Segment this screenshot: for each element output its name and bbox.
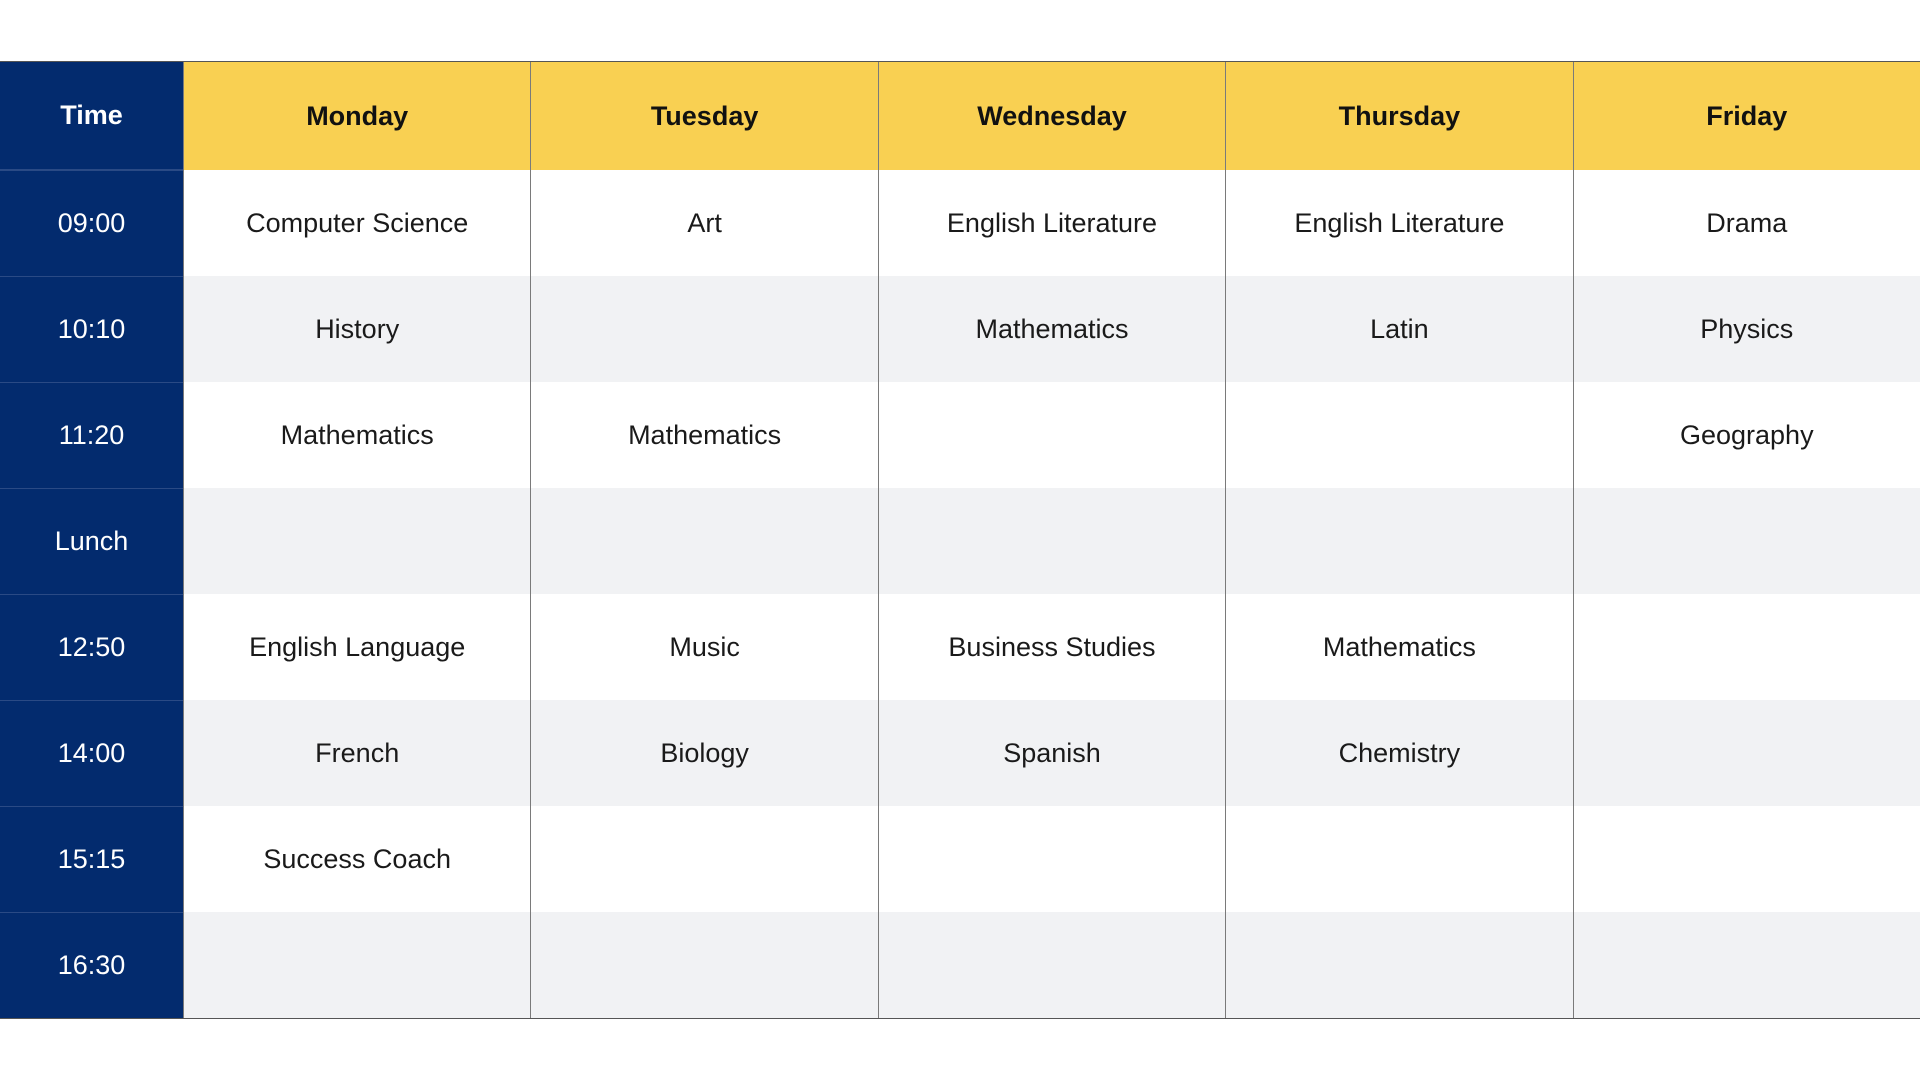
day-header-monday: Monday — [183, 62, 530, 170]
day-header-tuesday: Tuesday — [530, 62, 877, 170]
day-header-wednesday: Wednesday — [878, 62, 1225, 170]
time-slot-label: 09:00 — [0, 170, 183, 276]
time-slot-label: 10:10 — [0, 276, 183, 382]
lesson-cell — [530, 276, 877, 382]
timetable — [0, 61, 1920, 1019]
lesson-cell — [878, 488, 1225, 594]
lesson-cell — [530, 806, 877, 912]
lesson-cell: Mathematics — [183, 382, 530, 488]
day-header-friday: Friday — [1573, 62, 1920, 170]
lesson-cell — [1573, 488, 1920, 594]
lesson-cell: Physics — [1573, 276, 1920, 382]
lesson-cell: Success Coach — [183, 806, 530, 912]
lesson-cell — [1573, 594, 1920, 700]
lesson-cell — [1225, 806, 1572, 912]
lesson-cell — [1225, 912, 1572, 1018]
time-slot-label: 11:20 — [0, 382, 183, 488]
time-slot-label: 14:00 — [0, 700, 183, 806]
lesson-cell — [1225, 488, 1572, 594]
lesson-cell: Art — [530, 170, 877, 276]
lesson-cell: Business Studies — [878, 594, 1225, 700]
time-slot-label: 12:50 — [0, 594, 183, 700]
lesson-cell: English Literature — [878, 170, 1225, 276]
lesson-cell — [878, 382, 1225, 488]
lesson-cell: Drama — [1573, 170, 1920, 276]
lesson-cell: Music — [530, 594, 877, 700]
lesson-cell: Computer Science — [183, 170, 530, 276]
lesson-cell: Mathematics — [530, 382, 877, 488]
lesson-cell: Mathematics — [1225, 594, 1572, 700]
lesson-cell: Biology — [530, 700, 877, 806]
lesson-cell: English Literature — [1225, 170, 1572, 276]
lesson-cell: History — [183, 276, 530, 382]
time-slot-label: 16:30 — [0, 912, 183, 1018]
lesson-cell: French — [183, 700, 530, 806]
lesson-cell — [878, 912, 1225, 1018]
lesson-cell — [183, 488, 530, 594]
lesson-cell — [530, 488, 877, 594]
lesson-cell: Latin — [1225, 276, 1572, 382]
lesson-cell — [1225, 382, 1572, 488]
lesson-cell — [530, 912, 877, 1018]
lesson-cell — [1573, 806, 1920, 912]
time-column-header: Time — [0, 62, 183, 170]
lesson-cell — [878, 806, 1225, 912]
lesson-cell: Chemistry — [1225, 700, 1572, 806]
lesson-cell: Geography — [1573, 382, 1920, 488]
day-header-thursday: Thursday — [1225, 62, 1572, 170]
lesson-cell: Spanish — [878, 700, 1225, 806]
lesson-cell — [183, 912, 530, 1018]
lesson-cell: Mathematics — [878, 276, 1225, 382]
time-slot-label: 15:15 — [0, 806, 183, 912]
lesson-cell — [1573, 700, 1920, 806]
time-slot-label: Lunch — [0, 488, 183, 594]
lesson-cell: English Language — [183, 594, 530, 700]
lesson-cell — [1573, 912, 1920, 1018]
